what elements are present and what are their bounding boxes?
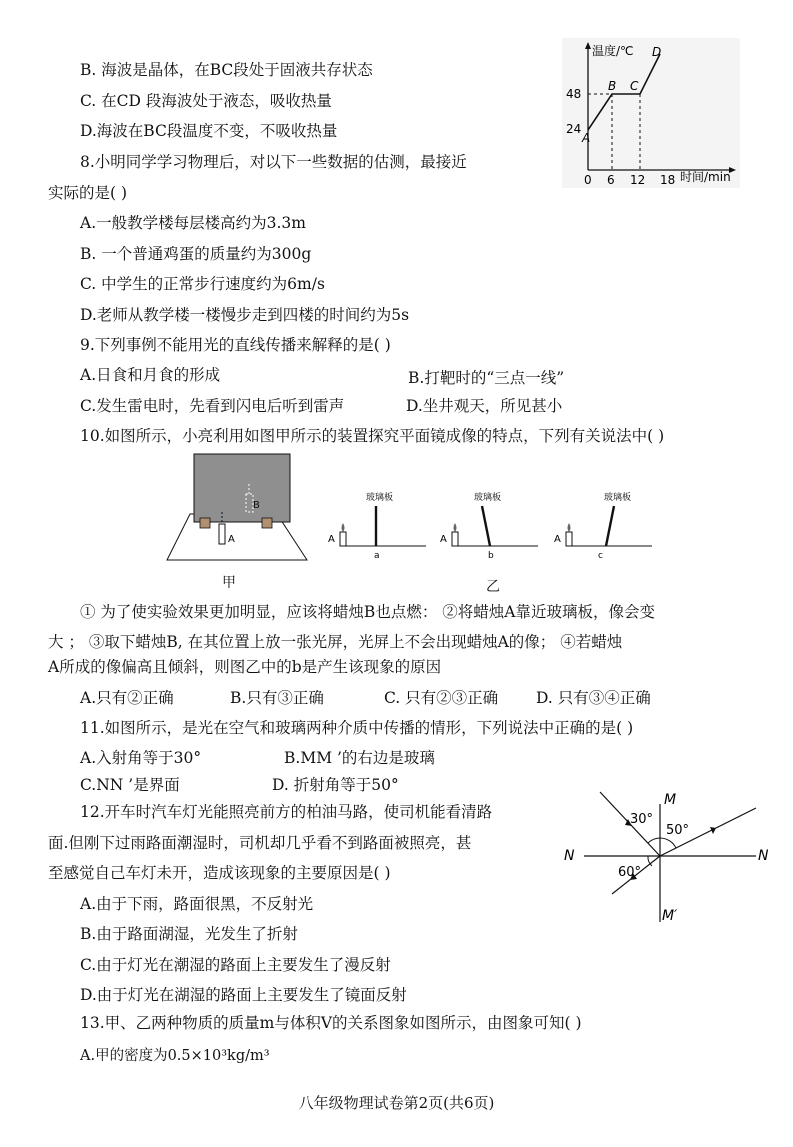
y-axis-label: 温度/℃ <box>592 44 634 58</box>
q12-stem-line1: 12.开车时汽车灯光能照亮前方的柏油马路，使司机能看清路 <box>80 803 493 821</box>
panel-a-plate-label: 玻璃板 <box>366 493 394 503</box>
q8-option-a: A.一般教学楼每层楼高约为3.3m <box>80 214 306 232</box>
q12-stem-line2: 面.但刚下过雨路面潮湿时，司机却几乎看不到路面被照亮，甚 <box>48 834 472 852</box>
candle-b-label: B <box>253 500 260 511</box>
q9-option-a: A.日食和月食的形成 <box>80 366 221 384</box>
q13-stem: 13.甲、乙两种物质的质量m与体积V的关系图象如图所示，由图象可知( ) <box>80 1014 582 1032</box>
q12-stem-line3: 至感觉自己车灯未开，造成该现象的主要原因是( ) <box>48 864 391 882</box>
figure-yi-panel-c <box>552 488 656 560</box>
q10-statement-line3: A所成的像偏高且倾斜，则图乙中的b是产生该现象的原因 <box>48 658 442 676</box>
q9-option-b: B.打靶时的“三点一线” <box>408 369 565 387</box>
point-d: D <box>652 45 662 59</box>
x-tick-0: 0 <box>584 173 592 187</box>
q11-option-d: D. 折射角等于50° <box>272 776 399 794</box>
q12-option-c: C.由于灯光在潮湿的路面上主要发生了漫反射 <box>80 956 391 974</box>
figure-jia-apparatus <box>162 452 322 564</box>
page-footer: 八年级物理试卷第2页(共6页) <box>298 1094 495 1112</box>
q9-option-c: C.发生雷电时，先看到闪电后听到雷声 <box>80 397 345 415</box>
label-m-prime: M′ <box>662 908 678 924</box>
panel-b-candle-label: A <box>440 534 447 545</box>
panel-b-plate-label: 玻璃板 <box>474 493 502 503</box>
q10-option-c: C. 只有②③正确 <box>384 689 499 707</box>
q10-statement-line2: 大 ； ③取下蜡烛B, 在其位置上放一张光屏，光屏上不会出现蜡烛A的像； ④若蜡烛 <box>48 633 623 651</box>
q7-option-c: C. 在CD 段海波处于液态，吸收热量 <box>80 92 332 110</box>
q10-stem: 10.如图所示，小亮利用如图甲所示的装置探究平面镜成像的特点，下列有关说法中( ) <box>80 427 665 445</box>
q8-stem-line1: 8.小明同学学习物理后，对以下一些数据的估测，最接近 <box>80 153 467 171</box>
q8-option-b: B. 一个普通鸡蛋的质量约为300g <box>80 245 312 263</box>
candle-a-label: A <box>228 534 235 545</box>
figure-yi-panel-a <box>326 488 430 560</box>
angle-50: 50° <box>666 823 690 838</box>
q10-option-b: B.只有③正确 <box>230 689 324 707</box>
x-tick-6: 6 <box>607 173 615 187</box>
y-tick-24: 24 <box>566 122 582 136</box>
q7-option-d: D.海波在BC段温度不变，不吸收热量 <box>80 122 338 140</box>
q13-option-a: A.甲的密度为0.5×10³kg/m³ <box>80 1048 270 1064</box>
panel-b-label: b <box>488 551 494 560</box>
x-tick-18: 18 <box>660 173 676 187</box>
panel-c-label: c <box>598 551 603 560</box>
q10-option-d: D. 只有③④正确 <box>536 689 651 707</box>
q8-option-c: C. 中学生的正常步行速度约为6m/s <box>80 275 325 293</box>
figure-yi-caption: 乙 <box>486 579 500 595</box>
q11-option-c: C.NN ’是界面 <box>80 776 180 794</box>
q9-stem: 9.下列事例不能用光的直线传播来解释的是( ) <box>80 336 391 354</box>
panel-c-plate-label: 玻璃板 <box>604 493 632 503</box>
angle-30: 30° <box>630 812 654 827</box>
q11-option-a: A.入射角等于30° <box>80 749 202 767</box>
q9-option-d: D.坐井观天，所见甚小 <box>406 397 563 415</box>
q8-option-d: D.老师从教学楼一楼慢步走到四楼的时间约为5s <box>80 306 410 324</box>
angle-60: 60° <box>618 865 642 880</box>
y-tick-48: 48 <box>566 87 582 101</box>
refraction-diagram <box>560 790 774 930</box>
q10-statement-line1: ① 为了使实验效果更加明显，应该将蜡烛B也点燃： ②将蜡烛A靠近玻璃板，像会变 <box>80 603 655 621</box>
x-tick-12: 12 <box>630 173 646 187</box>
q11-stem: 11.如图所示，是光在空气和玻璃两种介质中传播的情形，下列说法中正确的是( ) <box>80 719 634 737</box>
point-c: C <box>630 79 639 93</box>
q12-option-d: D.由于灯光在湖湿的路面上主要发生了镜面反射 <box>80 986 407 1004</box>
q8-stem-line2: 实际的是( ) <box>48 184 128 202</box>
x-axis-label: 时间/min <box>680 170 731 184</box>
panel-a-label: a <box>374 551 380 560</box>
panel-a-candle-label: A <box>328 534 335 545</box>
q12-option-a: A.由于下雨，路面很黑，不反射光 <box>80 895 314 913</box>
q11-option-b: B.MM ’的右边是玻璃 <box>284 749 435 767</box>
label-n-right: N <box>758 848 769 864</box>
temperature-time-graph <box>562 38 740 188</box>
q7-option-b: B. 海波是晶体，在BC段处于固液共存状态 <box>80 61 373 79</box>
q10-option-a: A.只有②正确 <box>80 689 174 707</box>
figure-yi-panel-b <box>438 488 542 560</box>
point-b: B <box>608 79 617 93</box>
figure-jia-caption: 甲 <box>222 575 236 591</box>
label-m: M <box>664 792 677 808</box>
q12-option-b: B.由于路面湖湿，光发生了折射 <box>80 925 298 943</box>
point-a: A <box>582 131 591 145</box>
panel-c-candle-label: A <box>554 534 561 545</box>
label-n-left: N <box>564 848 575 864</box>
